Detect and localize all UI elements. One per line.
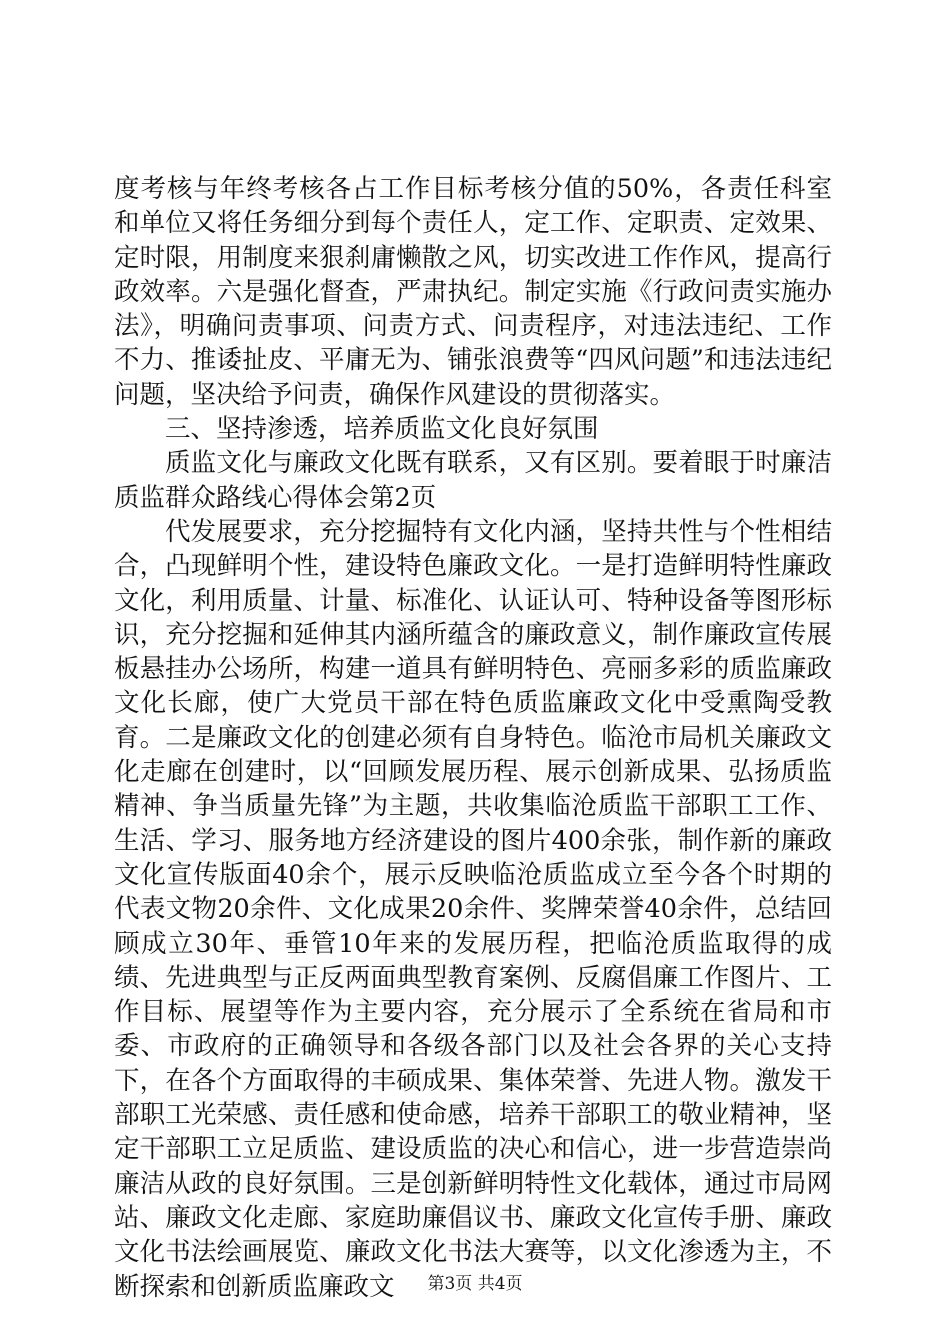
paragraph-1: 度考核与年终考核各占工作目标考核分值的50%，各责任科室和单位又将任务细分到每个责任人，定工作、定职责、定效果、定时限，用制度来狠刹庸懒散之风，切实改进工作作风，提高行政效率。六是强化督查，严肃执纪。制定实施《行政问责实施办法》，明确问责事项、问责方式、问责程序，对违法违纪、工作不力、推诿扯皮、平庸无为、铺张浪费等“四风问题”和违法违纪问题，坚决给予问责，确保作风建设的贯彻落实。 [114, 174, 832, 410]
section-heading: 三、坚持渗透，培养质监文化良好氛围 [165, 414, 599, 445]
page-footer: 第3页 共4页 [427, 1274, 523, 1294]
paragraph-2: 质监文化与廉政文化既有联系，又有区别。要着眼于时廉洁质监群众路线心得体会第2页 [114, 448, 832, 513]
paragraph-3: 代发展要求，充分挖掘特有文化内涵，坚持共性与个性相结合，凸现鲜明个性，建设特色廉政文化。一是打造鲜明特性廉政文化，利用质量、计量、标准化、认证认可、特种设备等图形标识，充分挖掘和延伸其内涵所蕴含的廉政意义，制作廉政宣传展板悬挂办公场所，构建一道具有鲜明特色、亮丽多彩的质监廉政文化长廊，使广大党员干部在特色质监廉政文化中受熏陶受教育。二是廉政文化的创建必须有自身特色。临沧市局机关廉政文化走廊在创建时，以“回顾发展历程、展示创新成果、弘扬质监精神、争当质量先锋”为主题，共收集临沧质监干部职工工作、生活、学习、服务地方经济建设的图片400余张，制作新的廉政文化宣传版面40余个，展示反映临沧质监成立至今各个时期的代表文物20余件、文化成果20余件、奖牌荣誉40余件，总结回顾成立30年、垂管10年来的发展历程，把临沧质监取得的成绩、先进典型与正反两面典型教育案例、反腐倡廉工作图片、工作目标、展望等作为主要内容，充分展示了全系统在省局和市委、市政府的正确领导和各级各部门以及社会各界的关心支持下，在各个方面取得的丰硕成果、集体荣誉、先进人物。激发干部职工光荣感、责任感和使命感，培养干部职工的敬业精神，坚定干部职工立足质监、建设质监的决心和信心，进一步营造崇尚廉洁从政的良好氛围。三是创新鲜明特性文化载体，通过市局网站、廉政文化走廊、家庭助廉倡议书、廉政文化宣传手册、廉政文化书法绘画展览、廉政文化书法大赛等，以文化渗透为主，不断探索和创新质监廉政文 [114, 516, 832, 1302]
document-body [114, 172, 832, 1304]
